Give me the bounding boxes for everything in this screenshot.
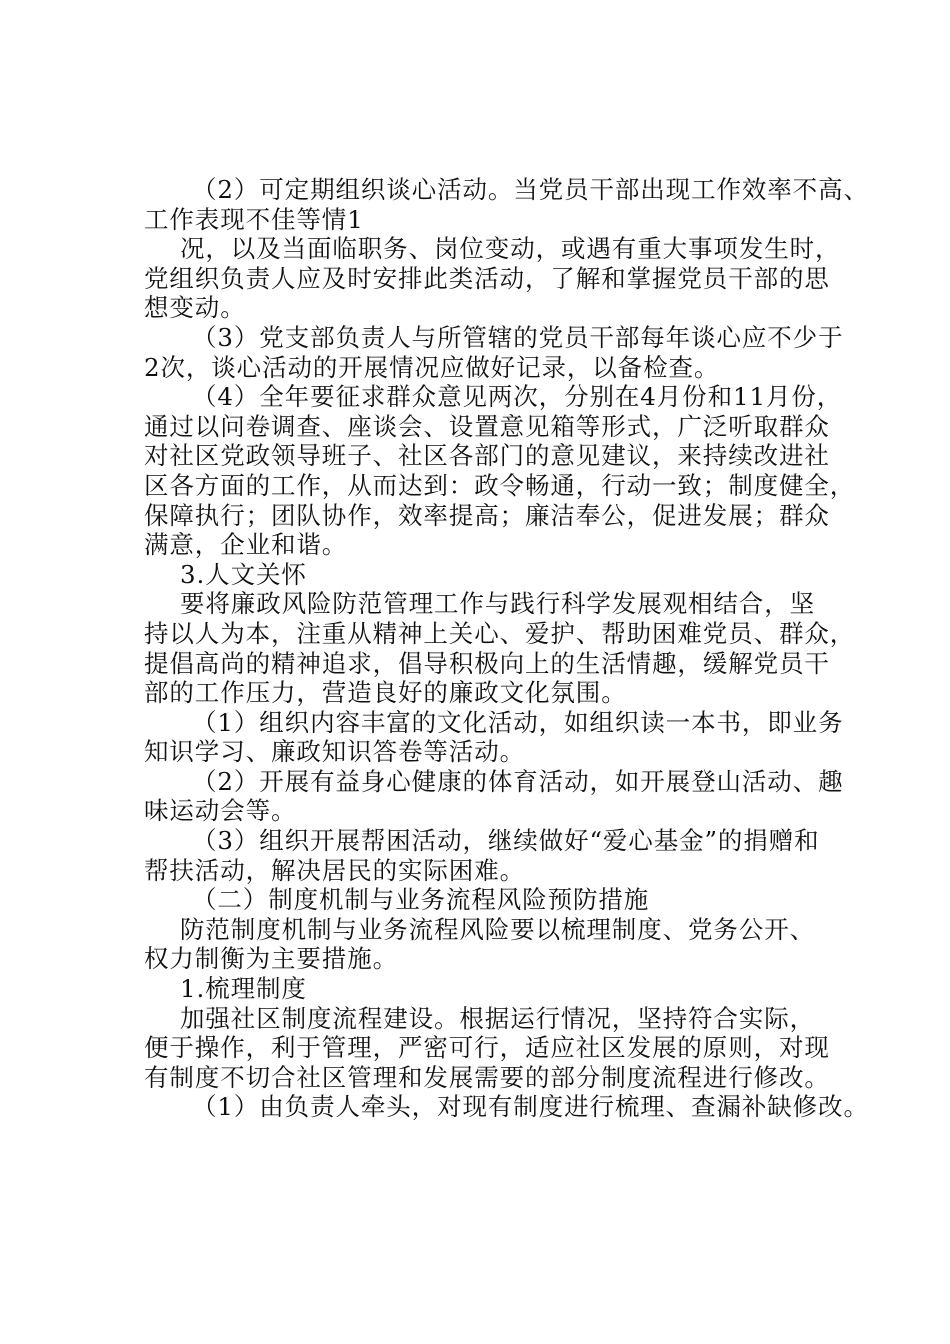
text-line: 提倡高尚的精神追求，倡导积极向上的生活情趣，缓解党员干 [144,648,830,678]
text-line: （2）可定期组织谈心活动。当党员干部出现工作效率不高、 [192,175,869,204]
text-line: 2次，谈心活动的开展情况应做好记录，以备检查。 [144,352,720,382]
text-line: （3）组织开展帮困活动，继续做好“爱心基金”的捐赠和 [192,826,820,856]
text-line: （4）全年要征求群众意见两次，分别在4月份和11月份， [192,382,843,412]
text-line: 味运动会等。 [144,796,297,826]
text-line: 部的工作压力，营造良好的廉政文化氛围。 [144,678,627,708]
text-line: 有制度不切合社区管理和发展需要的部分制度流程进行修改。 [144,1062,830,1092]
text-line: （2）开展有益身心健康的体育活动，如开展登山活动、趣 [192,766,844,796]
text-line: 工作表现不佳等情1 [144,204,364,234]
text-line: 加强社区制度流程建设。根据运行情况，坚持符合实际， [180,1003,815,1033]
section-heading: 1.梳理制度 [180,974,307,1004]
text-line: 对社区党政领导班子、社区各部门的意见建议，来持续改进社 [144,441,830,471]
text-line: 知识学习、廉政知识答卷等活动。 [144,737,525,767]
text-line: 保障执行；团队协作，效率提高；廉洁奉公，促进发展；群众 [144,500,830,530]
text-line: 防范制度机制与业务流程风险要以梳理制度、党务公开、 [180,914,815,944]
section-heading: 3.人文关怀 [180,559,307,589]
text-line: 区各方面的工作，从而达到：政令畅通，行动一致；制度健全， [144,470,856,500]
text-line: 持以人为本，注重从精神上关心、爱护、帮助困难党员、群众， [144,618,856,648]
text-line: 况，以及当面临职务、岗位变动，或遇有重大事项发生时， [180,234,841,264]
text-line: 要将廉政风险防范管理工作与践行科学发展观相结合，坚 [180,589,815,619]
document-body [144,175,869,1122]
text-line: 想变动。 [144,293,246,323]
text-line: 通过以问卷调查、座谈会、设置意见箱等形式，广泛听取群众 [144,411,830,441]
text-line: 便于操作，利于管理，严密可行，适应社区发展的原则，对现 [144,1033,830,1063]
text-line: 党组织负责人应及时安排此类活动，了解和掌握党员干部的思 [144,263,830,293]
section-heading: （二）制度机制与业务流程风险预防措施 [192,885,650,915]
text-line: （1）组织内容丰富的文化活动，如组织读一本书，即业务 [192,707,844,737]
text-line: 满意，企业和谐。 [144,530,348,560]
text-line: （3）党支部负责人与所管辖的党员干部每年谈心应不少于 [192,322,844,352]
text-line: （1）由负责人牵头，对现有制度进行梳理、查漏补缺修改。 [192,1092,869,1122]
text-line: 帮扶活动，解决居民的实际困难。 [144,855,525,885]
text-line: 权力制衡为主要措施。 [144,944,398,974]
